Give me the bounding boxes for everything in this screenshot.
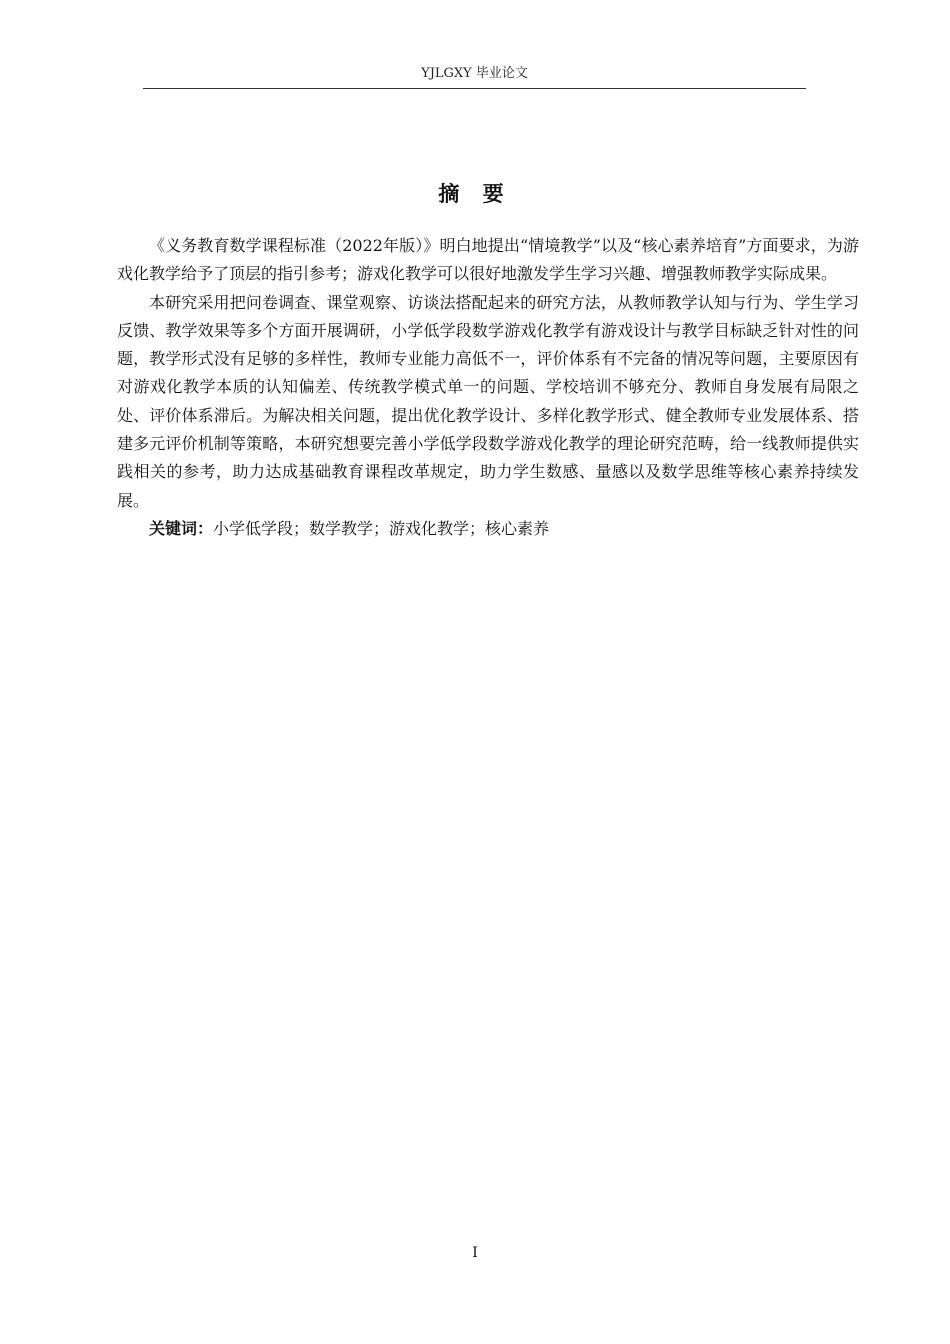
- keywords-text: 小学低学段；数学教学；游戏化教学；核心素养: [213, 518, 550, 538]
- abstract-paragraph-2: 本研究采用把问卷调查、课堂观察、访谈法搭配起来的研究方法，从教师教学认知与行为、学生学习反馈、教学效果等多个方面开展调研，小学低学段数学游戏化教学有游戏设计与教学目标缺乏针对性的问题，教学形式没有足够的多样性，教师专业能力高低不一，评价体系有不完备的情况等问题，主要原因有对游戏化教学本质的认知偏差、传统教学模式单一的问题、学校培训不够充分、教师自身发展有局限之处、评价体系滞后。为解决相关问题，提出优化教学设计、多样化教学形式、健全教师专业发展体系、搭建多元评价机制等策略，本研究想要完善小学低学段数学游戏化教学的理论研究范畴，给一线教师提供实践相关的参考，助力达成基础教育课程改革规定，助力学生数感、量感以及数学思维等核心素养持续发展。: [117, 292, 859, 510]
- keywords-line: [117, 515, 859, 543]
- abstract-paragraph-1: 《义务教育数学课程标准（2022年版）》明白地提出“情境教学”以及“核心素养培育”方面要求，为游戏化教学给予了顶层的指引参考；游戏化教学可以很好地激发学生学习兴趣、增强教师教学实际成果。: [117, 236, 859, 284]
- page-number: I: [472, 1245, 478, 1261]
- keywords-label: 关键词：: [149, 518, 214, 538]
- abstract-title: 摘 要: [438, 182, 512, 206]
- header-text: YJLGXY 毕业论文: [421, 66, 528, 81]
- page-header: [143, 64, 806, 89]
- abstract-body: [117, 232, 859, 543]
